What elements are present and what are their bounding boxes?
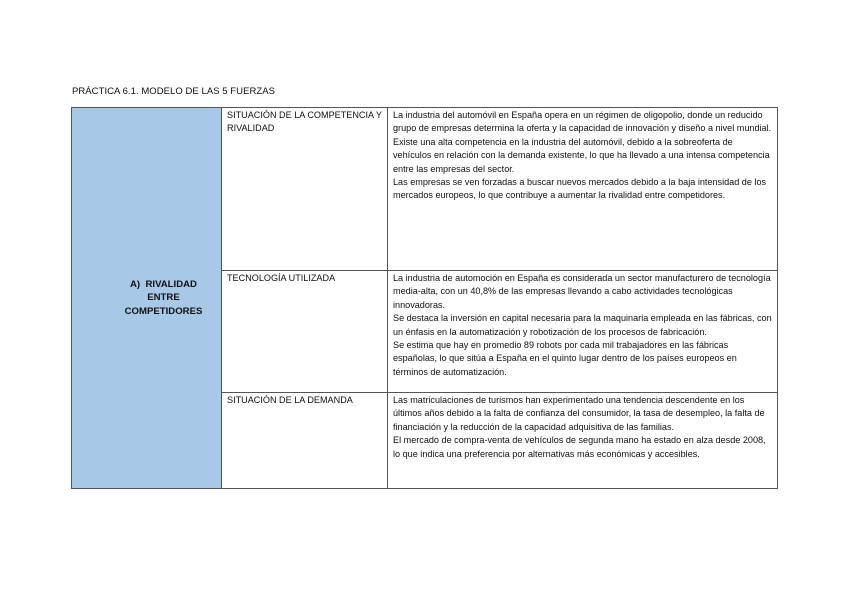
paragraph: La industria del automóvil en España opera en un régimen de oligopolio, donde un reducido grupo de empresas determina la oferta y la capacidad de innovación y diseño a nivel mundial. <box>393 110 772 134</box>
force-letter: A) <box>130 278 141 290</box>
five-forces-table <box>71 107 778 489</box>
force-category-cell <box>72 108 222 489</box>
row-description-demanda <box>388 393 778 489</box>
paragraph: Existe una alta competencia en la industria del automóvil, debido a la sobreoferta de vehículos en relación con la demanda existente, lo que ha llevado a una intensa competencia entre las empresas del sector. <box>393 136 770 174</box>
force-name-line-1: RIVALIDAD <box>145 278 197 290</box>
row-label-tecnologia: TECNOLOGÍA UTILIZADA <box>222 271 388 393</box>
page-title: PRÁCTICA 6.1. MODELO DE LAS 5 FUERZAS <box>72 86 275 97</box>
paragraph: El mercado de compra-venta de vehículos de segunda mano ha estado en alza desde 2008, lo que indica una preferencia por alternativas más económicas y accesibles. <box>393 435 766 459</box>
row-label-demanda: SITUACIÓN DE LA DEMANDA <box>222 393 388 489</box>
paragraph: Las empresas se ven forzadas a buscar nuevos mercados debido a la baja intensidad de los mercados europeos, lo que contribuye a aumentar la rivalidad entre competidores. <box>393 177 767 201</box>
force-name-line-2: ENTRE <box>147 292 180 304</box>
paragraph: La industria de automoción en España es considerada un sector manufacturero de tecnología media-alta, con un 40,8% de las empresas llevando a cabo actividades tecnológicas innovadoras. <box>393 273 771 310</box>
row-label-competencia: SITUACIÓN DE LA COMPETENCIA Y RIVALIDAD <box>222 108 388 271</box>
paragraph: Las matriculaciones de turismos han experimentado una tendencia descendente en los últimos años debido a la falta de confianza del consumidor, la tasa de desempleo, la falta de financiación y la reducción de la capacidad adquisitiva de las familias. <box>393 395 765 432</box>
paragraph: Se destaca la inversión en capital necesaria para la maquinaria empleada en las fábricas, con un énfasis en la automatización y robotización de los procesos de fabricación. <box>393 313 772 337</box>
force-name-line-3: COMPETIDORES <box>124 305 203 317</box>
row-description-competencia <box>388 108 778 271</box>
paragraph: Se estima que hay en promedio 89 robots por cada mil trabajadores en las fábricas españolas, lo que sitúa a España en el quinto lugar dentro de los países europeos en términos de automatización. <box>393 340 737 377</box>
table-row <box>72 108 778 271</box>
force-category-heading <box>108 278 219 292</box>
row-description-tecnologia <box>388 271 778 393</box>
